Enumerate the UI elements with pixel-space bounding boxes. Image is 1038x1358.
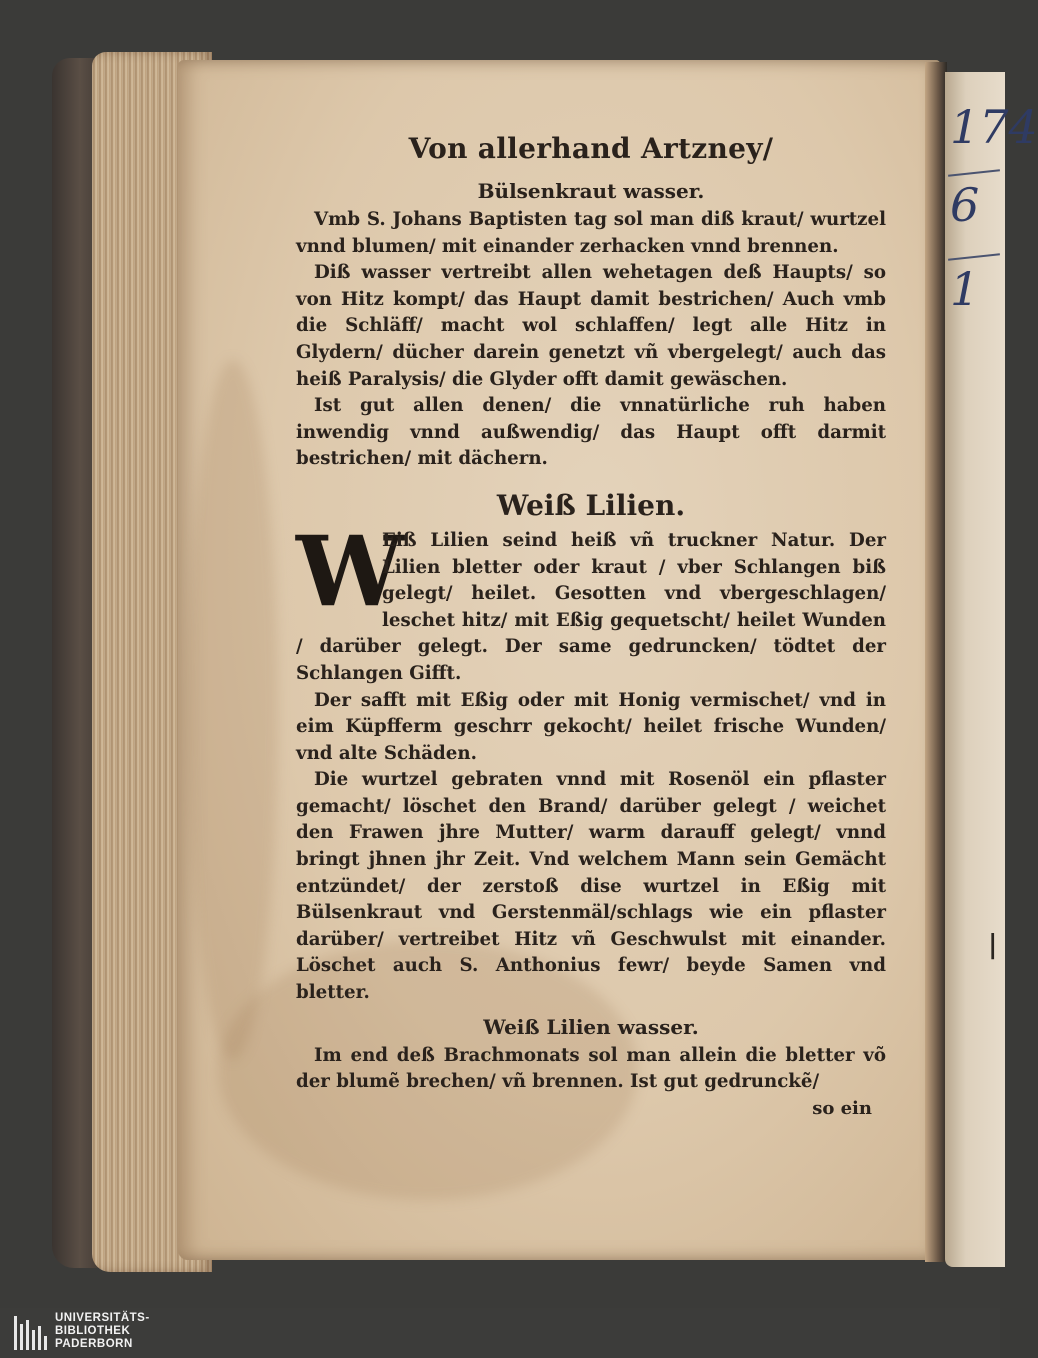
paragraph: Vmb S. Johans Baptisten tag sol man diß kraut/ wurtzel vnnd blumen/ mit einander zerhacken vnnd brennen. xyxy=(296,209,886,257)
logo-line: PADERBORN xyxy=(55,1338,133,1350)
section-subhead: Weiß Lilien wasser. xyxy=(483,1014,699,1039)
manuscript-number-1: 174 xyxy=(950,100,1038,154)
section-title: Weiß Lilien. xyxy=(496,488,686,522)
page-text xyxy=(296,132,886,1119)
manuscript-number-2: 6 xyxy=(950,178,980,232)
paragraph: Eiß Lilien seind heiß vñ truckner Natur. Der Lilien bletter oder kraut / vber Schlangen biß gelegt/ heilet. Gesotten vnd vbergeschlagen/ leschet hitz/ mit Eßig gequetscht/ heilet Wunden / darüber gelegt. Der same gedruncken/ tödtet der Schlangen Gifft. xyxy=(296,529,886,684)
edge-stain xyxy=(188,360,278,1060)
paragraph: Diß wasser vertreibt allen wehetagen deß Haupts/ so von Hitz kompt/ das Haupt damit bestrichen/ Auch vmb die Schläff/ macht wol schlaffen/ legt alle Hitz in Glydern/ dücher darein genetzt vñ vbergelegt/ auch das heiß Paralysis/ die Glyder offt damit gewäschen. xyxy=(296,262,886,390)
paragraph: Ist gut allen denen/ die vnnatürliche ruh haben inwendig vnnd außwendig/ das Haupt offt darmit bestrichen/ mit dächern. xyxy=(296,395,886,470)
footer-bar xyxy=(0,1308,1000,1358)
drop-capital: W xyxy=(296,514,404,628)
paragraph: Im end deß Brachmonats sol man allein die bletter võ der blumẽ brechen/ vñ brennen. Ist gut gedrunckẽ/ xyxy=(296,1044,886,1093)
manuscript-number-3: 1 xyxy=(950,262,980,316)
right-page-fragment: | xyxy=(988,930,998,960)
logo-line: UNIVERSITÄTS- xyxy=(55,1312,150,1324)
running-head: Von allerhand Artzney/ xyxy=(408,132,774,165)
gutter xyxy=(925,62,947,1262)
library-logo-icon xyxy=(14,1316,50,1350)
catchword: so ein xyxy=(812,1097,872,1119)
logo-line: BIBLIOTHEK xyxy=(55,1325,131,1337)
section-subhead: Bülsenkraut wasser. xyxy=(477,179,705,203)
library-logo-text xyxy=(55,1312,150,1351)
right-page xyxy=(945,72,1005,1267)
paragraph: Die wurtzel gebraten vnnd mit Rosenöl ein pflaster gemacht/ löschet den Brand/ darüber gelegt / weichet den Frawen jhre Mutter/ warm darauff gelegt/ vnnd bringt jhnen jhr Zeit. Vnd welchem Mann sein Gemächt entzündet/ der zerstoß dise wurtzel in Eßig mit Bülsenkraut vnd Gerstenmäl/schlags wie ein pflaster darüber/ vertreibet Hitz vñ Geschwulst mit einander. Löschet auch S. Anthonius fewr/ beyde Samen vnd bletter. xyxy=(296,769,886,1004)
paragraph: Der safft mit Eßig oder mit Honig vermischet/ vnd in eim Küpfferm geschrr gekocht/ heilet frische Wunden/ vnd alte Schäden. xyxy=(296,689,886,764)
dropcap-paragraph xyxy=(296,514,886,688)
